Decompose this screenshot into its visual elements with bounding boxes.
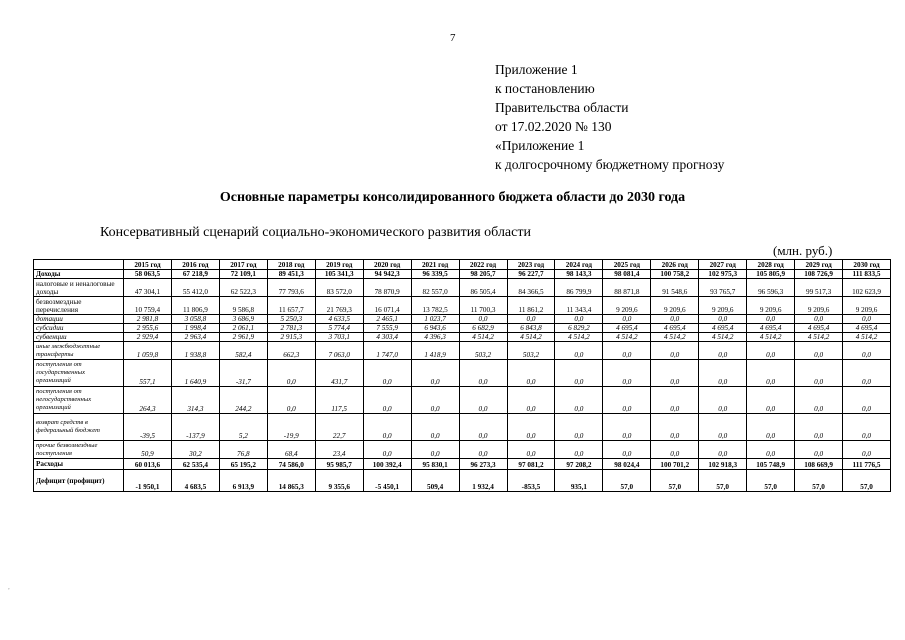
value-cell: 0,0 — [267, 387, 315, 414]
value-cell: 4 396,3 — [411, 333, 459, 342]
value-cell: 6 843,8 — [507, 324, 555, 333]
value-cell: 98 205,7 — [459, 270, 507, 279]
value-cell: 2 915,3 — [267, 333, 315, 342]
year-header: 2022 год — [459, 260, 507, 270]
row-label: субвенции — [34, 333, 124, 342]
year-header: 2020 год — [363, 260, 411, 270]
value-cell: -5 450,1 — [363, 470, 411, 492]
row-label: возврат средств в федеральный бюджет — [34, 414, 124, 441]
value-cell: 84 366,5 — [507, 279, 555, 297]
value-cell: 0,0 — [747, 441, 795, 459]
value-cell: 0,0 — [795, 360, 843, 387]
value-cell: 0,0 — [795, 387, 843, 414]
table-row — [34, 279, 891, 297]
value-cell: 0,0 — [699, 387, 747, 414]
value-cell: 0,0 — [651, 315, 699, 324]
value-cell: 3 703,1 — [315, 333, 363, 342]
year-header: 2028 год — [747, 260, 795, 270]
value-cell: 0,0 — [411, 360, 459, 387]
value-cell: 11 657,7 — [267, 297, 315, 315]
table-row — [34, 342, 891, 360]
value-cell: 57,0 — [699, 470, 747, 492]
value-cell: 6 913,9 — [219, 470, 267, 492]
value-cell: 0,0 — [603, 387, 651, 414]
value-cell: 0,0 — [795, 441, 843, 459]
document-title: Основные параметры консолидированного бюджета области до 2030 года — [219, 190, 686, 205]
value-cell: 5 774,4 — [315, 324, 363, 333]
row-label: Дефицит (профицит) — [34, 470, 124, 492]
value-cell: 9 209,6 — [699, 297, 747, 315]
value-cell: 9 209,6 — [747, 297, 795, 315]
units-label: (млн. руб.) — [773, 243, 833, 258]
value-cell: 57,0 — [603, 470, 651, 492]
value-cell: 0,0 — [843, 387, 891, 414]
value-cell: 11 700,3 — [459, 297, 507, 315]
appendix-line: от 17.02.2020 № 130 — [495, 119, 612, 134]
value-cell: 97 081,2 — [507, 459, 555, 470]
value-cell: 4 514,2 — [699, 333, 747, 342]
value-cell: 4 633,5 — [315, 315, 363, 324]
value-cell: 0,0 — [603, 414, 651, 441]
value-cell: 78 870,9 — [363, 279, 411, 297]
row-label: субсидии — [34, 324, 124, 333]
value-cell: 11 806,9 — [171, 297, 219, 315]
value-cell: 57,0 — [651, 470, 699, 492]
year-header: 2019 год — [315, 260, 363, 270]
year-header: 2021 год — [411, 260, 459, 270]
value-cell: 47 304,1 — [124, 279, 172, 297]
value-cell: 5 250,3 — [267, 315, 315, 324]
value-cell: 7 063,0 — [315, 342, 363, 360]
year-header: 2026 год — [651, 260, 699, 270]
value-cell: 4 695,4 — [795, 324, 843, 333]
value-cell: 0,0 — [459, 441, 507, 459]
value-cell: 2 061,1 — [219, 324, 267, 333]
margin-mark: , — [8, 583, 10, 591]
value-cell: 9 209,6 — [795, 297, 843, 315]
value-cell: 6 682,9 — [459, 324, 507, 333]
value-cell: 95 830,1 — [411, 459, 459, 470]
value-cell: 1 640,9 — [171, 360, 219, 387]
value-cell: 0,0 — [555, 387, 603, 414]
value-cell: 662,3 — [267, 342, 315, 360]
value-cell: 314,3 — [171, 387, 219, 414]
value-cell: 0,0 — [411, 441, 459, 459]
value-cell: 264,3 — [124, 387, 172, 414]
value-cell: 1 747,0 — [363, 342, 411, 360]
value-cell: 111 776,5 — [843, 459, 891, 470]
value-cell: 86 799,9 — [555, 279, 603, 297]
value-cell: 0,0 — [651, 342, 699, 360]
value-cell: 4 514,2 — [603, 333, 651, 342]
value-cell: 0,0 — [603, 342, 651, 360]
value-cell: 4 514,2 — [795, 333, 843, 342]
value-cell: 105 341,3 — [315, 270, 363, 279]
appendix-line: Приложение 1 — [495, 62, 578, 77]
value-cell: 1 023,7 — [411, 315, 459, 324]
value-cell: 4 695,4 — [699, 324, 747, 333]
table-row — [34, 360, 891, 387]
value-cell: 96 273,3 — [459, 459, 507, 470]
value-cell: 1 938,8 — [171, 342, 219, 360]
value-cell: 0,0 — [555, 315, 603, 324]
value-cell: 89 451,3 — [267, 270, 315, 279]
value-cell: 2 781,3 — [267, 324, 315, 333]
table-row — [34, 470, 891, 492]
value-cell: 58 063,5 — [124, 270, 172, 279]
value-cell: 0,0 — [843, 414, 891, 441]
table-row — [34, 297, 891, 315]
value-cell: 431,7 — [315, 360, 363, 387]
value-cell: 0,0 — [651, 387, 699, 414]
value-cell: 0,0 — [267, 360, 315, 387]
value-cell: 0,0 — [411, 387, 459, 414]
value-cell: 4 514,2 — [747, 333, 795, 342]
value-cell: 68,4 — [267, 441, 315, 459]
value-cell: 16 071,4 — [363, 297, 411, 315]
value-cell: 557,1 — [124, 360, 172, 387]
value-cell: 0,0 — [651, 414, 699, 441]
value-cell: 62 522,3 — [219, 279, 267, 297]
value-cell: 2 981,8 — [124, 315, 172, 324]
value-cell: 4 514,2 — [507, 333, 555, 342]
value-cell: 4 514,2 — [459, 333, 507, 342]
value-cell: 77 793,6 — [267, 279, 315, 297]
value-cell: -19,9 — [267, 414, 315, 441]
value-cell: 98 081,4 — [603, 270, 651, 279]
year-header: 2018 год — [267, 260, 315, 270]
value-cell: 4 695,4 — [747, 324, 795, 333]
value-cell: 2 465,1 — [363, 315, 411, 324]
value-cell: 100 758,2 — [651, 270, 699, 279]
value-cell: 244,2 — [219, 387, 267, 414]
header-label-cell — [34, 260, 124, 270]
value-cell: 0,0 — [363, 441, 411, 459]
value-cell: 102 975,3 — [699, 270, 747, 279]
value-cell: 72 109,1 — [219, 270, 267, 279]
value-cell: 0,0 — [843, 441, 891, 459]
value-cell: 0,0 — [651, 441, 699, 459]
table-row — [34, 333, 891, 342]
value-cell: 93 765,7 — [699, 279, 747, 297]
value-cell: 0,0 — [603, 360, 651, 387]
value-cell: 0,0 — [747, 342, 795, 360]
value-cell: 94 942,3 — [363, 270, 411, 279]
table-row — [34, 270, 891, 279]
value-cell: 97 208,2 — [555, 459, 603, 470]
value-cell: 4 514,2 — [555, 333, 603, 342]
value-cell: 9 209,6 — [843, 297, 891, 315]
value-cell: 0,0 — [699, 342, 747, 360]
value-cell: 4 695,4 — [843, 324, 891, 333]
year-header: 2030 год — [843, 260, 891, 270]
value-cell: 14 865,3 — [267, 470, 315, 492]
value-cell: 62 535,4 — [171, 459, 219, 470]
year-header: 2025 год — [603, 260, 651, 270]
budget-table — [33, 259, 891, 492]
value-cell: 55 412,0 — [171, 279, 219, 297]
value-cell: 0,0 — [507, 441, 555, 459]
value-cell: 99 517,3 — [795, 279, 843, 297]
value-cell: 108 669,9 — [795, 459, 843, 470]
value-cell: 23,4 — [315, 441, 363, 459]
value-cell: 1 059,8 — [124, 342, 172, 360]
table-header-row — [34, 260, 891, 270]
value-cell: 0,0 — [507, 360, 555, 387]
value-cell: 0,0 — [363, 414, 411, 441]
value-cell: 0,0 — [555, 441, 603, 459]
year-header: 2016 год — [171, 260, 219, 270]
year-header: 2015 год — [124, 260, 172, 270]
appendix-line: к долгосрочному бюджетному прогнозу — [495, 157, 725, 172]
value-cell: 0,0 — [555, 360, 603, 387]
value-cell: 98 024,4 — [603, 459, 651, 470]
row-label: поступления от государственных организаций — [34, 360, 124, 387]
value-cell: 0,0 — [699, 360, 747, 387]
year-header: 2023 год — [507, 260, 555, 270]
value-cell: 9 355,6 — [315, 470, 363, 492]
value-cell: 0,0 — [699, 441, 747, 459]
table-row — [34, 324, 891, 333]
value-cell: -853,5 — [507, 470, 555, 492]
value-cell: 7 555,9 — [363, 324, 411, 333]
value-cell: 5,2 — [219, 414, 267, 441]
value-cell: 0,0 — [699, 315, 747, 324]
value-cell: 100 392,4 — [363, 459, 411, 470]
value-cell: 6 943,6 — [411, 324, 459, 333]
value-cell: 21 769,3 — [315, 297, 363, 315]
value-cell: 10 759,4 — [124, 297, 172, 315]
row-label: Доходы — [34, 270, 124, 279]
value-cell: 0,0 — [411, 414, 459, 441]
row-label: дотации — [34, 315, 124, 324]
value-cell: 57,0 — [843, 470, 891, 492]
appendix-line: к постановлению — [495, 81, 595, 96]
value-cell: 96 596,3 — [747, 279, 795, 297]
value-cell: 4 514,2 — [843, 333, 891, 342]
value-cell: 65 195,2 — [219, 459, 267, 470]
value-cell: 509,4 — [411, 470, 459, 492]
value-cell: 0,0 — [459, 315, 507, 324]
appendix-line: «Приложение 1 — [495, 138, 585, 153]
value-cell: 102 918,3 — [699, 459, 747, 470]
value-cell: 67 218,9 — [171, 270, 219, 279]
value-cell: 13 782,5 — [411, 297, 459, 315]
value-cell: 0,0 — [747, 387, 795, 414]
value-cell: 117,5 — [315, 387, 363, 414]
table-row — [34, 315, 891, 324]
value-cell: 102 623,9 — [843, 279, 891, 297]
value-cell: 50,9 — [124, 441, 172, 459]
value-cell: 82 557,0 — [411, 279, 459, 297]
value-cell: 3 686,9 — [219, 315, 267, 324]
value-cell: 0,0 — [459, 387, 507, 414]
year-header: 2027 год — [699, 260, 747, 270]
value-cell: 0,0 — [699, 414, 747, 441]
value-cell: 0,0 — [795, 342, 843, 360]
value-cell: 91 548,6 — [651, 279, 699, 297]
value-cell: 0,0 — [795, 315, 843, 324]
value-cell: 6 829,2 — [555, 324, 603, 333]
value-cell: 4 303,4 — [363, 333, 411, 342]
value-cell: 0,0 — [747, 315, 795, 324]
page-number: 7 — [450, 32, 456, 44]
value-cell: 74 586,0 — [267, 459, 315, 470]
value-cell: 4 683,5 — [171, 470, 219, 492]
value-cell: 0,0 — [795, 414, 843, 441]
value-cell: 0,0 — [843, 360, 891, 387]
row-label: поступления от негосударственных организаций — [34, 387, 124, 414]
value-cell: 0,0 — [363, 360, 411, 387]
value-cell: 0,0 — [507, 414, 555, 441]
value-cell: 0,0 — [459, 414, 507, 441]
scenario-subtitle: Консервативный сценарий социально-экономического развития области — [100, 225, 531, 240]
value-cell: 503,2 — [507, 342, 555, 360]
year-header: 2029 год — [795, 260, 843, 270]
value-cell: 4 695,4 — [651, 324, 699, 333]
table-row — [34, 441, 891, 459]
value-cell: 11 343,4 — [555, 297, 603, 315]
year-header: 2017 год — [219, 260, 267, 270]
value-cell: -39,5 — [124, 414, 172, 441]
table-row — [34, 387, 891, 414]
value-cell: 1 998,4 — [171, 324, 219, 333]
value-cell: 83 572,0 — [315, 279, 363, 297]
value-cell: 0,0 — [507, 315, 555, 324]
value-cell: 2 961,9 — [219, 333, 267, 342]
row-label: Расходы — [34, 459, 124, 470]
value-cell: 3 058,8 — [171, 315, 219, 324]
value-cell: 582,4 — [219, 342, 267, 360]
value-cell: 0,0 — [747, 360, 795, 387]
value-cell: 2 929,4 — [124, 333, 172, 342]
value-cell: 0,0 — [651, 360, 699, 387]
table-row — [34, 459, 891, 470]
value-cell: 76,8 — [219, 441, 267, 459]
value-cell: -1 950,1 — [124, 470, 172, 492]
row-label: прочие безвозмездные поступления — [34, 441, 124, 459]
value-cell: 0,0 — [555, 342, 603, 360]
row-label: налоговые и неналоговые доходы — [34, 279, 124, 297]
value-cell: 105 805,9 — [747, 270, 795, 279]
value-cell: 60 013,6 — [124, 459, 172, 470]
value-cell: 9 209,6 — [651, 297, 699, 315]
year-header: 2024 год — [555, 260, 603, 270]
table-row — [34, 414, 891, 441]
value-cell: 2 963,4 — [171, 333, 219, 342]
value-cell: -31,7 — [219, 360, 267, 387]
value-cell: 96 227,7 — [507, 270, 555, 279]
value-cell: 935,1 — [555, 470, 603, 492]
value-cell: 98 143,3 — [555, 270, 603, 279]
value-cell: 1 932,4 — [459, 470, 507, 492]
value-cell: 1 418,9 — [411, 342, 459, 360]
value-cell: 111 833,5 — [843, 270, 891, 279]
value-cell: 96 339,5 — [411, 270, 459, 279]
value-cell: 9 586,8 — [219, 297, 267, 315]
appendix-block — [495, 60, 724, 174]
value-cell: 86 505,4 — [459, 279, 507, 297]
value-cell: 9 209,6 — [603, 297, 651, 315]
value-cell: 105 748,9 — [747, 459, 795, 470]
value-cell: 0,0 — [363, 387, 411, 414]
appendix-line: Правительства области — [495, 100, 629, 115]
value-cell: 4 695,4 — [603, 324, 651, 333]
value-cell: 57,0 — [795, 470, 843, 492]
value-cell: 0,0 — [459, 360, 507, 387]
value-cell: 11 861,2 — [507, 297, 555, 315]
value-cell: 0,0 — [747, 414, 795, 441]
value-cell: 88 871,8 — [603, 279, 651, 297]
value-cell: 503,2 — [459, 342, 507, 360]
value-cell: 4 514,2 — [651, 333, 699, 342]
value-cell: 2 955,6 — [124, 324, 172, 333]
value-cell: -137,9 — [171, 414, 219, 441]
value-cell: 108 726,9 — [795, 270, 843, 279]
value-cell: 0,0 — [507, 387, 555, 414]
value-cell: 22,7 — [315, 414, 363, 441]
value-cell: 0,0 — [603, 441, 651, 459]
value-cell: 100 701,2 — [651, 459, 699, 470]
value-cell: 0,0 — [843, 342, 891, 360]
value-cell: 0,0 — [555, 414, 603, 441]
value-cell: 0,0 — [603, 315, 651, 324]
row-label: безвозмездные перечисления — [34, 297, 124, 315]
value-cell: 30,2 — [171, 441, 219, 459]
value-cell: 95 985,7 — [315, 459, 363, 470]
value-cell: 0,0 — [843, 315, 891, 324]
row-label: иные межбюджетные трансферты — [34, 342, 124, 360]
value-cell: 57,0 — [747, 470, 795, 492]
